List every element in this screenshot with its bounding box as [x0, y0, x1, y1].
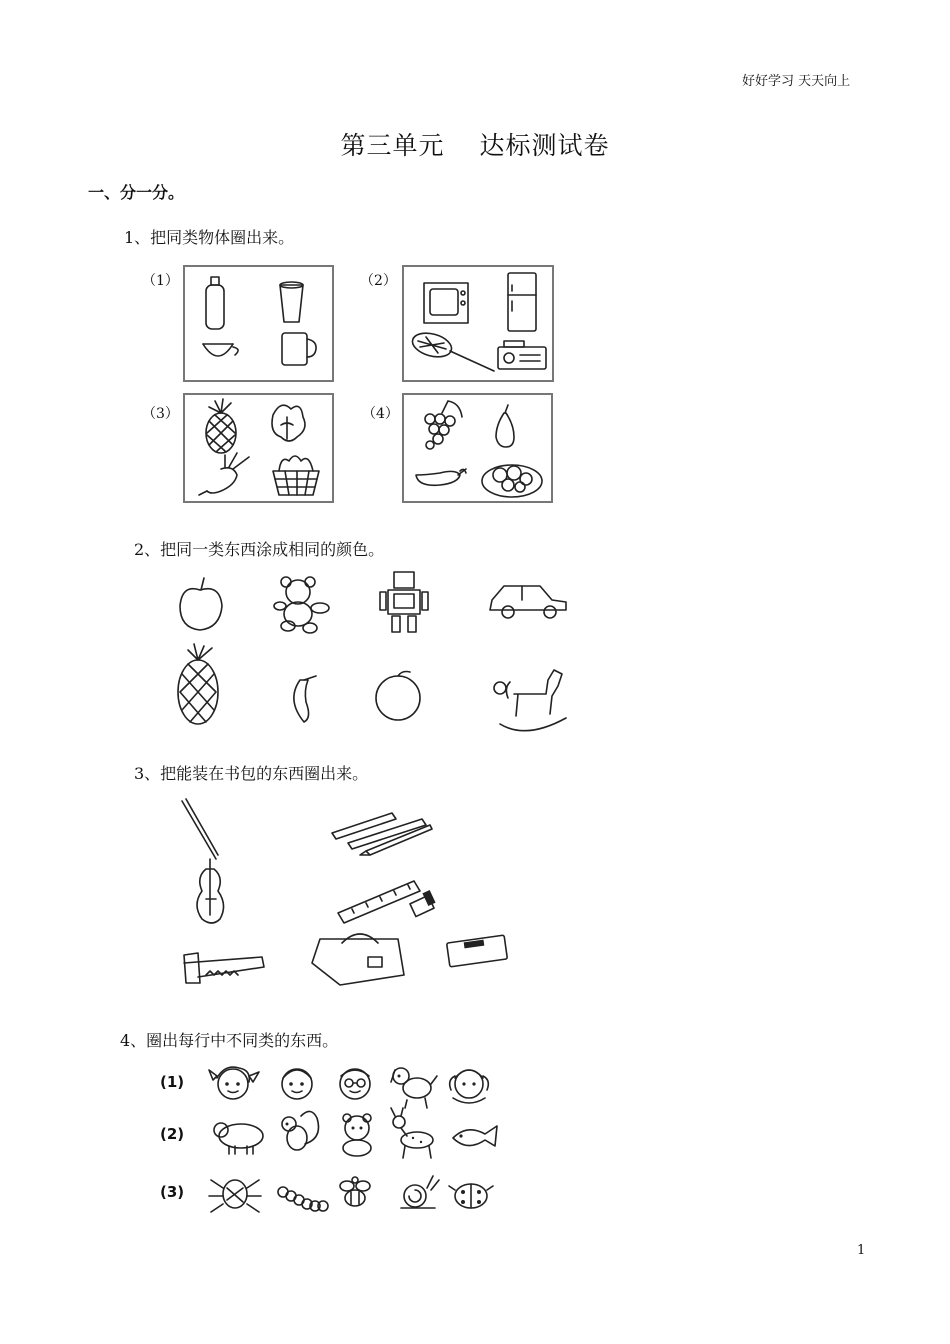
header-note: 好好学习 天天向上: [742, 74, 851, 89]
pear-icon: [496, 405, 514, 447]
radio-icon: [498, 341, 546, 369]
question-2: 2、把同一类东西涂成相同的颜色。: [134, 540, 385, 559]
bear-icon: [343, 1114, 371, 1156]
group-label-1: （1）: [142, 273, 179, 289]
apple-icon: [180, 578, 222, 630]
vegetable-basket-icon: [273, 456, 319, 495]
boy-face-icon: [282, 1069, 312, 1099]
banana-icon: [294, 676, 316, 722]
row-label-1: (1): [160, 1073, 185, 1091]
pineapple-icon: [178, 644, 218, 724]
bee-icon: [340, 1177, 370, 1206]
teddy-bear-icon: [274, 577, 329, 633]
page-number: 1: [857, 1243, 866, 1258]
question-3: 3、把能装在书包的东西圈出来。: [134, 764, 369, 783]
page-title: 第三单元 达标测试卷: [340, 131, 610, 160]
caterpillar-icon: [278, 1187, 328, 1211]
girl-face-icon: [209, 1067, 259, 1099]
ladybug-icon: [449, 1184, 493, 1208]
glass-icon: [280, 282, 303, 322]
saw-icon: [184, 953, 264, 983]
row-label-3: (3): [160, 1183, 185, 1201]
dog-icon: [391, 1068, 437, 1108]
question-4: 4、圈出每行中不同类的东西。: [120, 1031, 339, 1050]
fish-icon: [453, 1126, 497, 1146]
group-label-3: （3）: [142, 406, 179, 422]
bottle-icon: [206, 277, 224, 329]
robot-icon: [380, 572, 428, 632]
pencils-icon: [332, 813, 432, 855]
group-box-3: [183, 393, 334, 503]
pineapple-icon: [206, 399, 236, 453]
fridge-icon: [508, 273, 536, 331]
mug-icon: [282, 333, 316, 365]
group-label-2: （2）: [360, 273, 397, 289]
violin-icon: [197, 859, 224, 923]
section-heading: 一、分一分。: [88, 183, 185, 202]
radish-icon: [199, 453, 249, 495]
fruit-plate-icon: [482, 465, 542, 497]
sheep-icon: [214, 1123, 263, 1154]
q4-illustrations: [205, 1058, 505, 1223]
stick-icon: [182, 799, 218, 859]
rocking-horse-icon: [494, 670, 566, 731]
question-1: 1、把同类物体圈出来。: [124, 228, 295, 247]
orange-icon: [376, 672, 420, 721]
squirrel-icon: [282, 1111, 319, 1150]
grapes-icon: [425, 401, 462, 449]
eggplant-icon: [416, 469, 466, 485]
toolbox-icon: [312, 934, 404, 985]
ruler-icon: [338, 881, 420, 923]
car-icon: [490, 586, 566, 618]
group-label-4: （4）: [362, 406, 399, 422]
snail-icon: [401, 1176, 439, 1208]
group-box-1: [183, 265, 334, 382]
deer-icon: [391, 1108, 433, 1158]
girl-pigtails-face-icon: [450, 1070, 489, 1103]
cabbage-icon: [272, 405, 305, 441]
q3-illustrations: [170, 795, 520, 995]
pencil-box-icon: [447, 935, 508, 967]
spider-icon: [209, 1180, 261, 1212]
row-label-2: (2): [160, 1125, 185, 1143]
group-box-2: [402, 265, 554, 382]
racket-icon: [410, 329, 494, 371]
q2-illustrations: [170, 570, 590, 740]
cup-icon: [203, 344, 238, 356]
group-box-4: [402, 393, 553, 503]
boy-glasses-face-icon: [340, 1069, 370, 1099]
tv-icon: [424, 283, 468, 323]
